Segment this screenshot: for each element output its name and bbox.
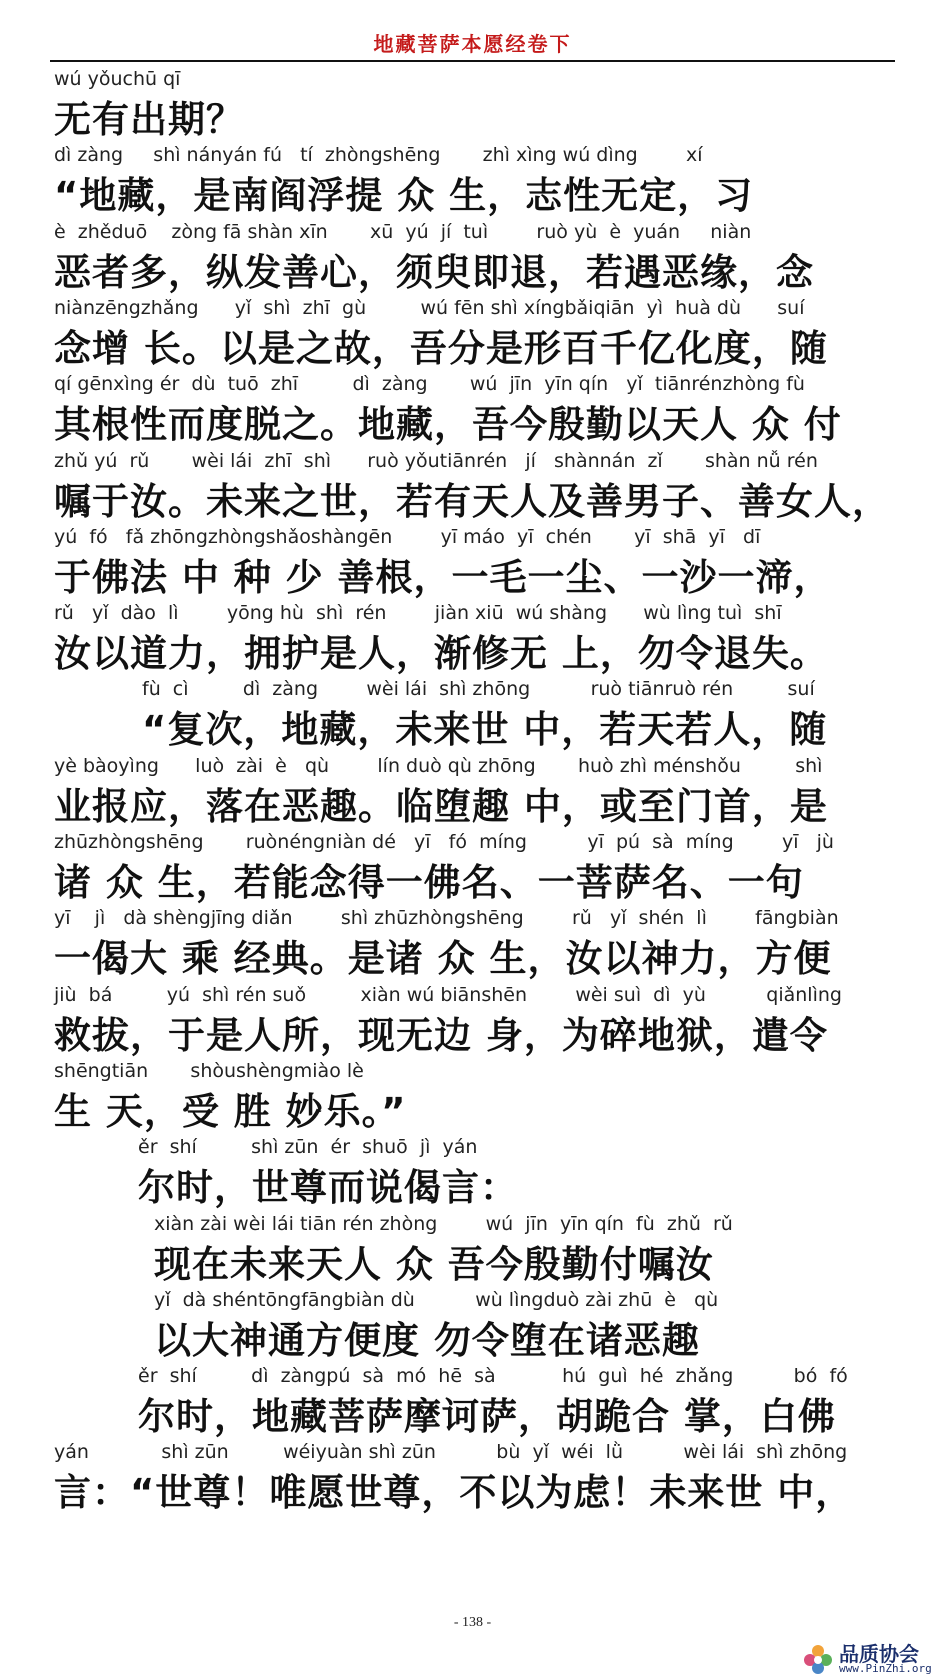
text-line — [54, 1285, 894, 1367]
hanzi-line: 恶者多，纵发善心，须臾即退，若遇恶缘，念 — [54, 250, 814, 294]
brand-name: 品质协会 — [839, 1642, 919, 1666]
pinyin-line: yán shì zūn wéiyuàn shì zūn bù yǐ wéi lǜ wèi lái shì zhōng — [54, 1441, 848, 1464]
hanzi-line: 以大神通方便度 勿令堕在诸恶趣 — [154, 1318, 700, 1362]
text-line — [54, 827, 894, 909]
text-line — [54, 1437, 894, 1519]
brand-watermark — [801, 1638, 931, 1678]
hanzi-line: 生 天，受 胜 妙乐。” — [54, 1089, 407, 1133]
page-header-title: 地藏菩萨本愿经卷下 — [373, 32, 572, 56]
pinyin-line: jiù bá yú shì rén suǒ xiàn wú biānshēn wèi suì dì yù qiǎnlìng — [54, 983, 842, 1006]
hanzi-line: 业报应，落在恶趣。临堕趣 中，或至门首，是 — [54, 784, 828, 828]
text-line — [54, 522, 894, 604]
hanzi-line: 诸 众 生，若能念得一佛名、一菩萨名、一句 — [54, 861, 804, 904]
pinyin-line: è zhěduō zòng fā shàn xīn xū yú jí tuì ruò yù è yuán niàn — [54, 220, 752, 243]
text-line — [54, 369, 894, 451]
pinyin-line: ěr shí shì zūn ér shuō jì yán — [138, 1136, 478, 1159]
pinyin-line: shēngtiān shòushèngmiào lè — [54, 1059, 364, 1082]
hanzi-line: 嘱于汝。未来之世，若有天人及善男子、善女人， — [54, 479, 890, 523]
pinyin-line: wú yǒuchū qī — [54, 68, 181, 90]
hanzi-line: 念增 长。以是之故，吾分是形百千亿化度，随 — [54, 326, 828, 370]
pinyin-line: niànzēngzhǎng yǐ shì zhī gù wú fēn shì xíngbǎiqiān yì huà dù suí — [54, 296, 805, 319]
text-line — [54, 980, 894, 1062]
hanzi-line: 救拔，于是人所，现无边 身，为碎地狱，遣令 — [54, 1013, 828, 1057]
pinyin-line: yī jì dà shèngjīng diǎn shì zhūzhòngshēng rǔ yǐ shén lì fāngbiàn — [54, 907, 839, 930]
pinyin-line: ěr shí dì zàngpú sà mó hē sà hú guì hé zhǎng bó fó — [138, 1365, 848, 1388]
pinyin-line: yú fó fǎ zhōngzhòngshǎoshàngēn yī máo yī chén yī shā yī dī — [54, 525, 761, 548]
hanzi-line: 于佛法 中 种 少 善根，一毛一尘、一沙一渧， — [54, 555, 832, 599]
brand-url: www.PinZhi.org — [839, 1662, 932, 1675]
text-line — [54, 1361, 894, 1443]
text-line — [54, 1132, 894, 1214]
text-line — [54, 217, 894, 299]
pinyin-line: qí gēnxìng ér dù tuō zhī dì zàng wú jīn yīn qín yǐ tiānrénzhòng fù — [54, 373, 805, 396]
hanzi-line: 言：“世尊！唯愿世尊，不以为虑！未来世 中， — [54, 1471, 854, 1515]
text-line — [54, 598, 894, 680]
flower-logo-icon — [801, 1642, 835, 1676]
text-line — [54, 1209, 894, 1291]
hanzi-line: 尔时，世尊而说偈言： — [138, 1166, 518, 1210]
text-line — [54, 64, 894, 146]
hanzi-line: 汝以道力，拥护是人，渐修无 上，勿令退失。 — [54, 632, 828, 676]
text-line — [54, 903, 894, 985]
hanzi-line: “复次，地藏，未来世 中，若天若人，随 — [142, 708, 828, 752]
hanzi-line: 现在未来天人 众 吾今殷勤付嘱汝 — [154, 1242, 714, 1286]
hanzi-line: “地藏，是南阎浮提 众 生，志性无定，习 — [54, 174, 754, 218]
header-rule — [50, 60, 895, 62]
text-line — [54, 140, 894, 222]
hanzi-line: 一偈大 乘 经典。是诸 众 生，汝以神力，方便 — [54, 937, 832, 981]
hanzi-line: 其根性而度脱之。地藏，吾今殷勤以天人 众 付 — [54, 403, 842, 447]
hanzi-line: 无有出期？ — [54, 98, 244, 141]
pinyin-line: yè bàoyìng luò zài è qù lín duò qù zhōng huò zhì ménshǒu shì — [54, 754, 823, 777]
pinyin-line: zhūzhòngshēng ruònéngniàn dé yī fó míng yī pú sà míng yī jù — [54, 831, 834, 853]
pinyin-line: dì zàng shì nányán fú tí zhòngshēng zhì xìng wú dìng xí — [54, 144, 703, 167]
pinyin-line: xiàn zài wèi lái tiān rén zhòng wú jīn yīn qín fù zhǔ rǔ — [154, 1212, 733, 1235]
pinyin-line: zhǔ yú rǔ wèi lái zhī shì ruò yǒutiānrén jí shànnán zǐ shàn nǚ rén — [54, 449, 818, 472]
page-number: - 138 - — [453, 1615, 492, 1630]
text-line — [54, 446, 894, 528]
hanzi-line: 尔时，地藏菩萨摩诃萨，胡跪合 掌，白佛 — [138, 1395, 836, 1439]
text-line — [54, 293, 894, 375]
text-line — [54, 1056, 894, 1138]
pinyin-line: rǔ yǐ dào lì yōng hù shì rén jiàn xiū wú shàng wù lìng tuì shī — [54, 602, 782, 625]
text-line — [54, 751, 894, 833]
text-line — [54, 674, 894, 756]
pinyin-line: fù cì dì zàng wèi lái shì zhōng ruò tiānruò rén suí — [142, 678, 815, 701]
pinyin-line: yǐ dà shéntōngfāngbiàn dù wù lìngduò zài zhū è qù — [154, 1288, 719, 1311]
